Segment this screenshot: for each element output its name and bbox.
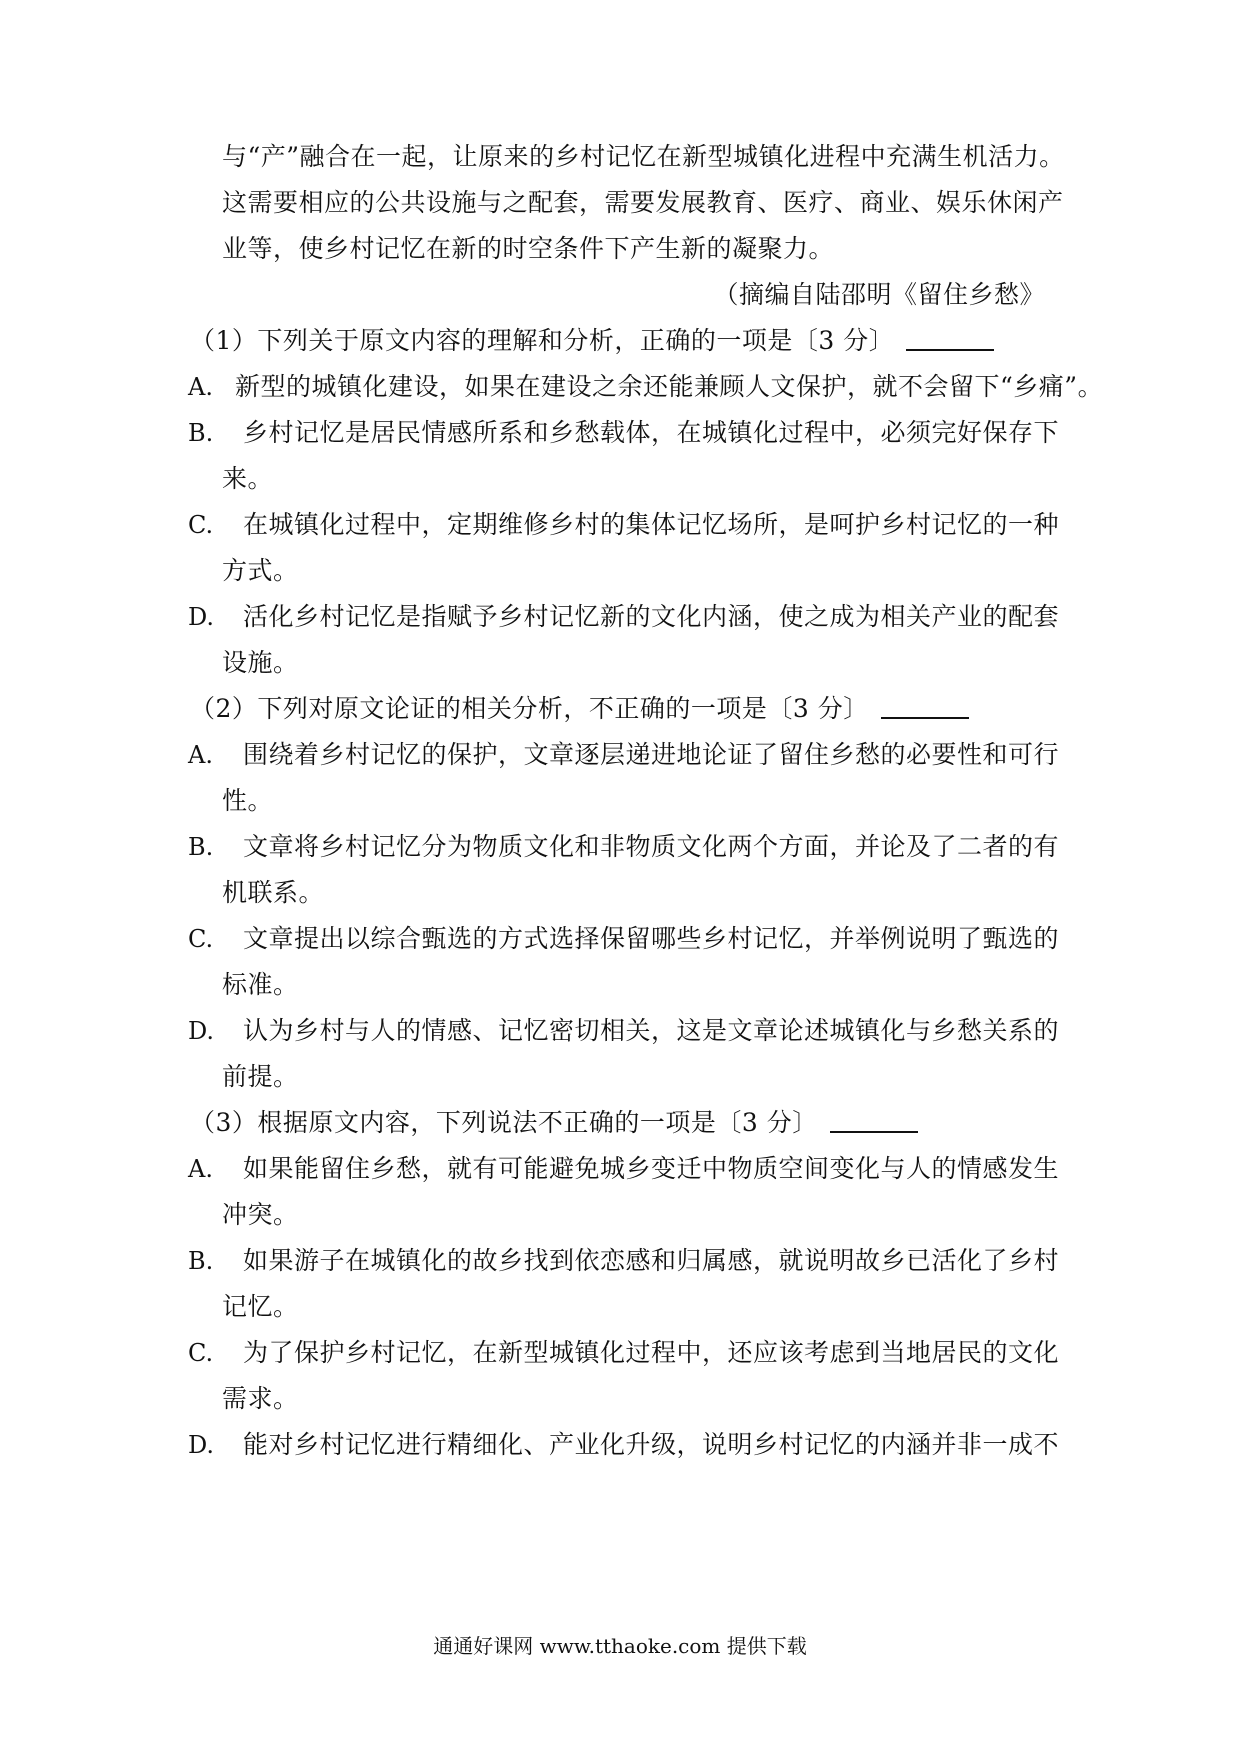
answer-blank[interactable] [830, 1131, 918, 1133]
question-2-stem [190, 692, 969, 726]
option-text-cont: 设施。 [222, 648, 299, 677]
option-letter: B. [188, 1247, 214, 1275]
question-stem-text: （1）下列关于原文内容的理解和分析，正确的一项是〔3 分〕 [190, 326, 895, 355]
passage-source: （摘编自陆邵明《留住乡愁》 [713, 280, 1045, 309]
option-letter: D. [188, 603, 215, 631]
option-text-cont: 机联系。 [222, 878, 325, 907]
answer-blank[interactable] [906, 349, 994, 351]
option-text: 乡村记忆是居民情感所系和乡愁载体，在城镇化过程中，必须完好保存下 [243, 418, 1060, 447]
option-text-cont: 冲突。 [222, 1200, 299, 1229]
option-letter: A. [188, 1155, 213, 1183]
option-text: 在城镇化过程中，定期维修乡村的集体记忆场所，是呵护乡村记忆的一种 [243, 510, 1060, 539]
question-stem-text: （2）下列对原文论证的相关分析，不正确的一项是〔3 分〕 [190, 694, 869, 723]
option-text: 为了保护乡村记忆，在新型城镇化过程中，还应该考虑到当地居民的文化 [243, 1338, 1060, 1367]
question-3-stem [190, 1106, 918, 1140]
option-letter: D. [188, 1431, 215, 1459]
option-text: 如果游子在城镇化的故乡找到依恋感和归属感，就说明故乡已活化了乡村 [243, 1246, 1060, 1275]
option-text-cont: 标准。 [222, 970, 299, 999]
passage-line: 业等，使乡村记忆在新的时空条件下产生新的凝聚力。 [222, 234, 835, 263]
option-letter: A. [188, 741, 213, 769]
option-letter: B. [188, 419, 214, 447]
question-1-stem [190, 324, 994, 358]
option-text-cont: 需求。 [222, 1384, 299, 1413]
option-text-cont: 记忆。 [222, 1292, 299, 1321]
option-letter: C. [188, 1339, 214, 1367]
option-letter: A. [188, 373, 213, 401]
option-text: 如果能留住乡愁，就有可能避免城乡变迁中物质空间变化与人的情感发生 [243, 1154, 1060, 1183]
option-text: 认为乡村与人的情感、记忆密切相关，这是文章论述城镇化与乡愁关系的 [243, 1016, 1060, 1045]
option-text: 文章将乡村记忆分为物质文化和非物质文化两个方面，并论及了二者的有 [243, 832, 1060, 861]
option-text: 活化乡村记忆是指赋予乡村记忆新的文化内涵，使之成为相关产业的配套 [243, 602, 1060, 631]
option-letter: C. [188, 925, 214, 953]
answer-blank[interactable] [881, 717, 969, 719]
option-text-cont: 方式。 [222, 556, 299, 585]
option-text-cont: 性。 [222, 786, 274, 815]
option-text: 能对乡村记忆进行精细化、产业化升级，说明乡村记忆的内涵并非一成不 [243, 1430, 1060, 1459]
option-letter: C. [188, 511, 214, 539]
option-text: 新型的城镇化建设，如果在建设之余还能兼顾人文保护，就不会留下“乡痛”。 [235, 372, 1104, 401]
option-letter: D. [188, 1017, 215, 1045]
passage-line: 与“产”融合在一起，让原来的乡村记忆在新型城镇化进程中充满生机活力。 [222, 142, 1065, 171]
question-stem-text: （3）根据原文内容，下列说法不正确的一项是〔3 分〕 [190, 1108, 818, 1137]
option-text-cont: 前提。 [222, 1062, 299, 1091]
page-footer: 通通好课网 www.tthaoke.com 提供下载 [433, 1634, 807, 1658]
option-text: 文章提出以综合甄选的方式选择保留哪些乡村记忆，并举例说明了甄选的 [243, 924, 1060, 953]
passage-line: 这需要相应的公共设施与之配套，需要发展教育、医疗、商业、娱乐休闲产 [222, 188, 1064, 217]
option-text-cont: 来。 [222, 464, 274, 493]
option-letter: B. [188, 833, 214, 861]
option-text: 围绕着乡村记忆的保护，文章逐层递进地论证了留住乡愁的必要性和可行 [243, 740, 1060, 769]
